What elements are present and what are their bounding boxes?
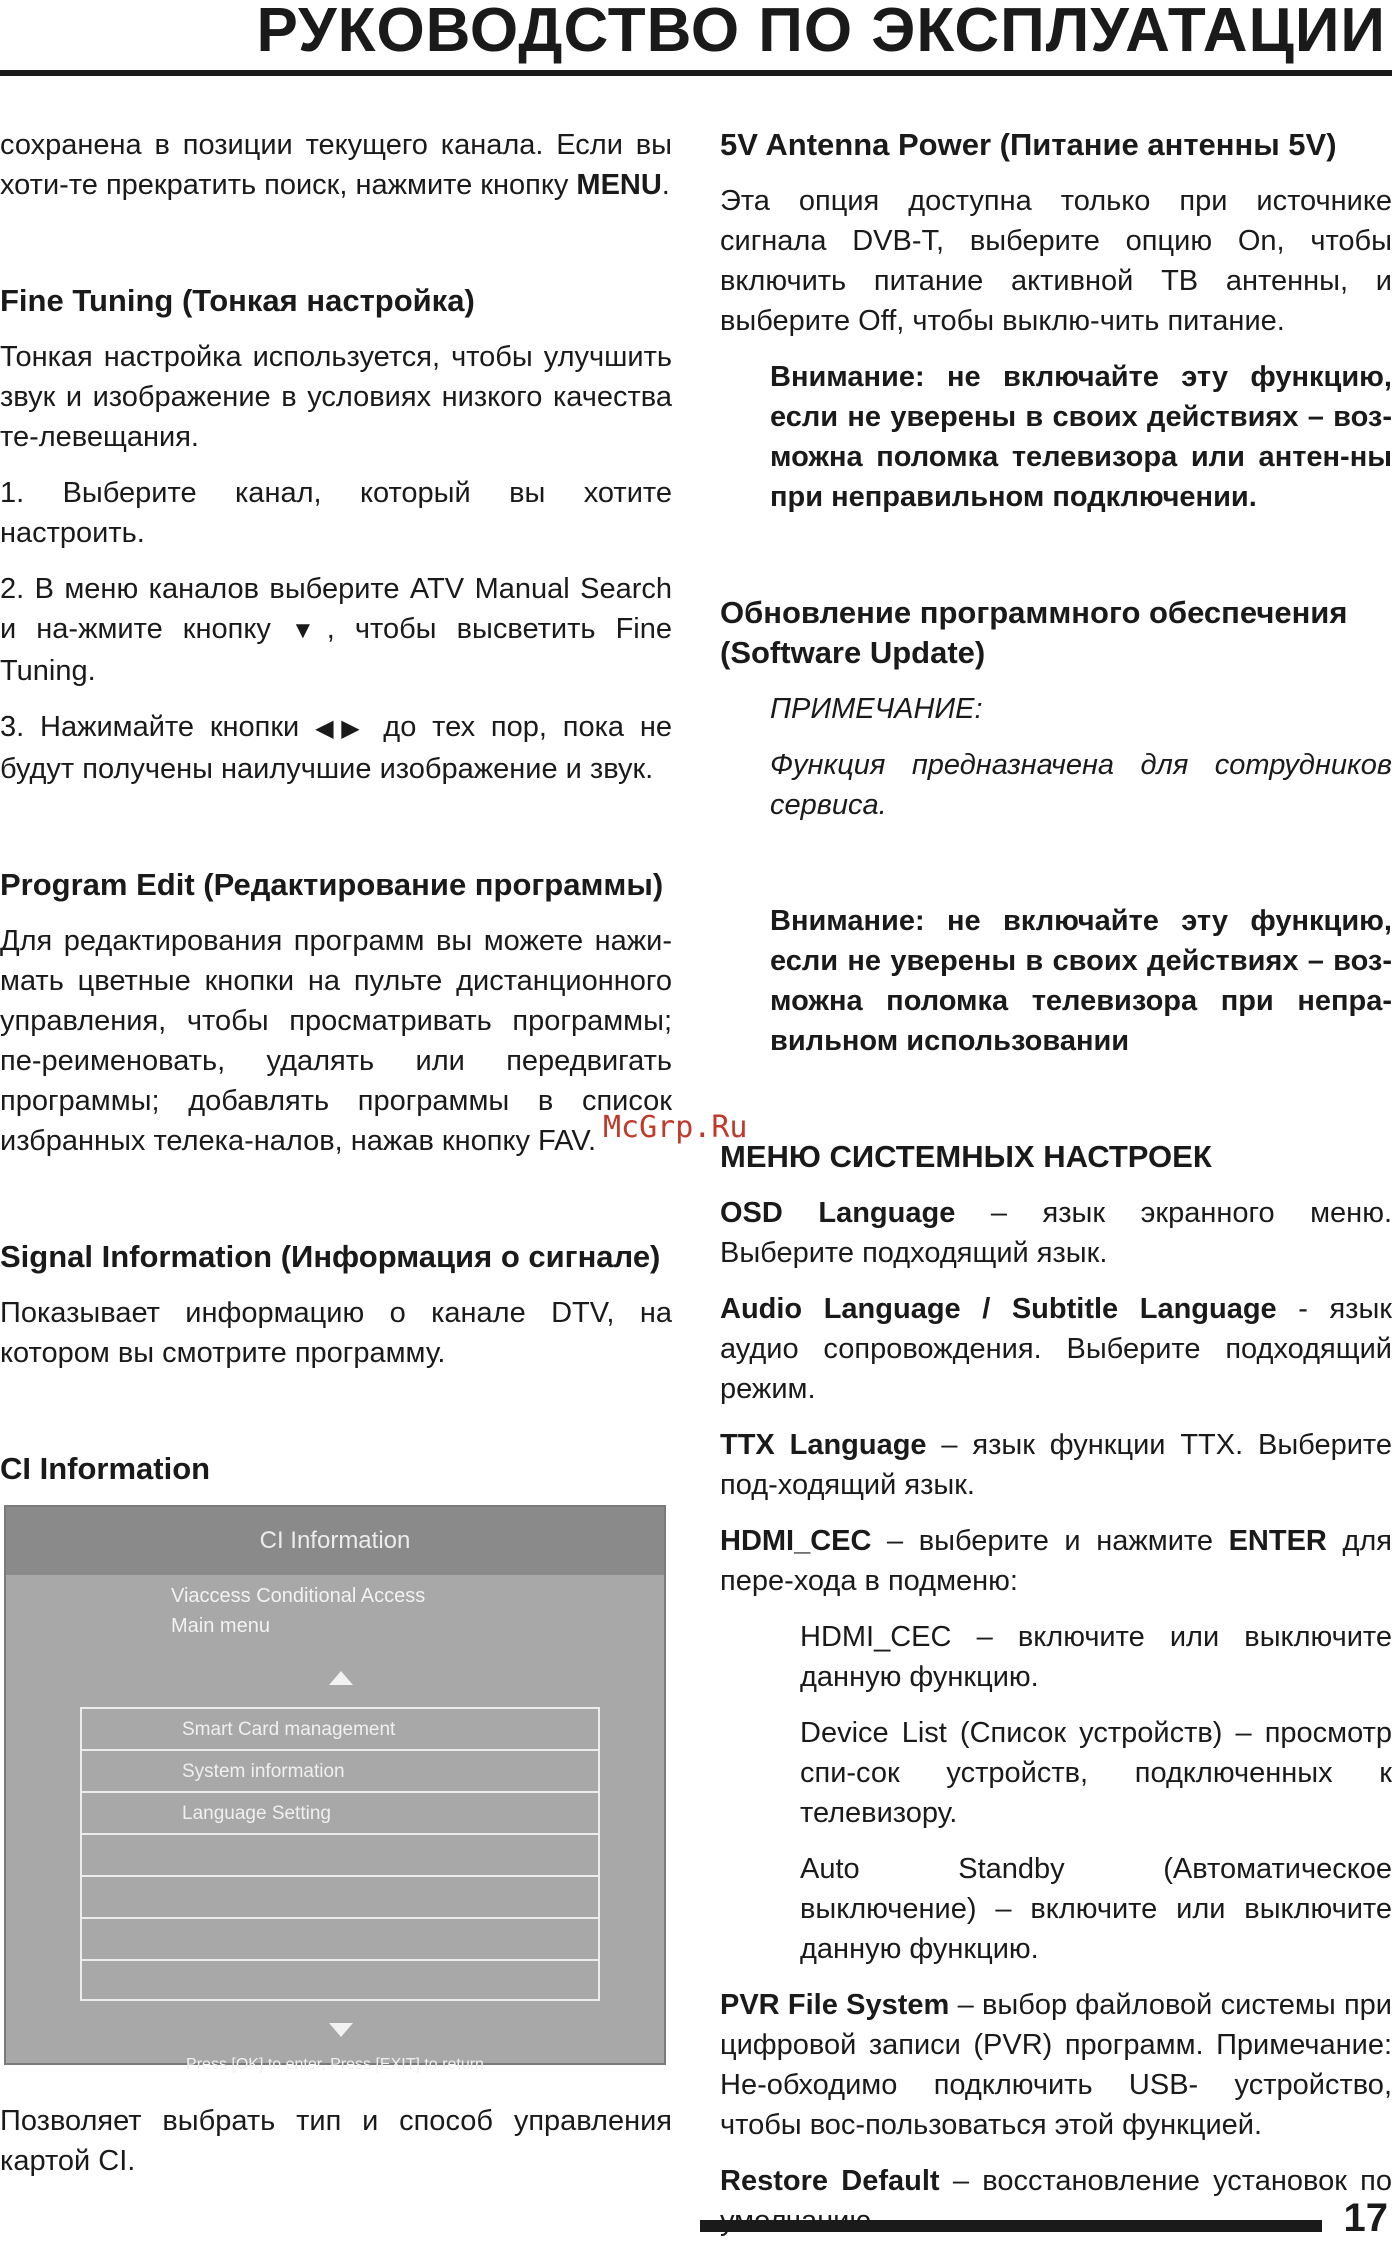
ci-menu-item: System information [80, 1749, 600, 1791]
program-edit-text: Для редактирования программ вы можете нажи-мать цветные кнопки на пульте дистанционного управления, чтобы просматривать программы; пе-реименовать, удалять или передвигать программы; добавлять программы в список избранных телека-налов, нажав кнопку FAV. [0, 925, 672, 1157]
scroll-up-icon [329, 1671, 353, 1685]
header-rule [0, 70, 1392, 76]
right-column [720, 125, 1392, 2257]
ci-screen-subtitle: Viaccess Conditional Access Main menu [171, 1585, 426, 1637]
program-edit-heading: Program Edit (Редактирование программы) [0, 867, 664, 902]
ci-screen-title: CI Information [6, 1507, 664, 1575]
arrow-down-icon: ▼ [290, 617, 327, 644]
fine-tuning-step-3: 3. Нажимайте кнопки ◀▶ до тех пор, пока не будут получены наилучшие изображение и звук. [0, 711, 672, 785]
audio-language-item: Audio Language / Subtitle Language - язык аудио сопровождения. Выберите подходящий режим. [720, 1293, 1392, 1405]
hdmi-sub-auto-standby: Auto Standby (Автоматическое выключение) – включите или выключите данную функцию. [800, 1853, 1392, 1965]
ci-menu-item [80, 1875, 600, 1917]
ci-menu-item: Language Setting [80, 1791, 600, 1833]
ci-information-screenshot [4, 1505, 666, 2073]
hdmi-sub-cec: HDMI_CEC – включите или выключите данную функцию. [800, 1621, 1392, 1693]
scroll-down-icon [329, 2023, 353, 2037]
system-menu-heading: МЕНЮ СИСТЕМНЫХ НАСТРОЕК [720, 1139, 1212, 1174]
ci-info-text: Позволяет выбрать тип и способ управления картой CI. [0, 2105, 672, 2177]
hdmi-sub-device-list: Device List (Список устройств) – просмотр спи-сок устройств, подключенных к телевизору. [800, 1717, 1392, 1829]
signal-info-text: Показывает информацию о канале DTV, на котором вы смотрите программу. [0, 1297, 672, 1369]
page-number: 17 [1343, 2196, 1388, 2240]
signal-info-heading: Signal Information (Информация о сигнале) [0, 1239, 661, 1274]
hdmi-cec-item: HDMI_CEC – выберите и нажмите ENTER для пере-хода в подменю: [720, 1525, 1392, 1597]
ci-screen-body [6, 1575, 664, 2073]
ttx-language-item: TTX Language – язык функции TTX. Выберите под-ходящий язык. [720, 1429, 1392, 1501]
fine-tuning-step-1: 1. Выберите канал, который вы хотите настроить. [0, 477, 672, 549]
menu-key: MENU [576, 169, 662, 201]
arrow-left-right-icon: ◀▶ [315, 715, 368, 742]
footer-rule [700, 2220, 1322, 2232]
page-header-title: РУКОВОДСТВО ПО ЭКСПЛУАТАЦИИ [256, 0, 1386, 65]
ci-menu-list [80, 1707, 600, 2001]
ci-info-heading: CI Information [0, 1451, 211, 1486]
intro-paragraph: сохранена в позиции текущего канала. Если вы хоти-те прекратить поиск, нажмите кнопку MENU. [0, 129, 672, 201]
pvr-file-system-item: PVR File System – выбор файловой системы при цифровой записи (PVR) программ. Примечание: Не-обходимо подключить USB- устройство, чтобы вос-пользоваться этой функцией. [720, 1989, 1392, 2141]
ci-screen-footer: Press [OK] to enter, Press [EXIT] to return [186, 2056, 484, 2073]
software-update-warning: Внимание: не включайте эту функцию, если не уверены в своих действиях – воз-можна поломка телевизора при непра-вильном использовании [770, 905, 1392, 1057]
watermark: McGrp.Ru [603, 1110, 748, 1145]
fine-tuning-heading: Fine Tuning (Тонкая настройка) [0, 283, 475, 318]
osd-language-item: OSD Language – язык экранного меню. Выберите подходящий язык. [720, 1197, 1392, 1269]
ci-menu-item: Smart Card management [80, 1707, 600, 1749]
antenna-text: Эта опция доступна только при источнике сигнала DVB-T, выберите опцию On, чтобы включить питание активной ТВ антенны, и выберите Off, чтобы выклю-чить питание. [720, 185, 1392, 337]
antenna-warning: Внимание: не включайте эту функцию, если не уверены в своих действиях – воз-можна поломка телевизора или антен-ны при неправильном подключении. [770, 361, 1392, 513]
software-update-heading: Обновление программного обеспечения (Software Update) [720, 595, 1348, 670]
ci-menu-item [80, 1917, 600, 1959]
left-column [0, 125, 672, 2197]
ci-menu-item [80, 1833, 600, 1875]
fine-tuning-step-2: 2. В меню каналов выберите ATV Manual Search и на-жмите кнопку ▼, чтобы высветить Fine Tuning. [0, 573, 672, 687]
restore-default-item: Restore Default – восстановление установок по [720, 2165, 1392, 2197]
antenna-heading: 5V Antenna Power (Питание антенны 5V) [720, 127, 1337, 162]
software-update-note-text: Функция предназначена для сотрудников сервиса. [770, 749, 1392, 821]
fine-tuning-text: Тонкая настройка используется, чтобы улучшить звук и изображение в условиях низкого качества те-левещания. [0, 341, 672, 453]
software-update-note-label: ПРИМЕЧАНИЕ: [770, 693, 983, 725]
ci-menu-item [80, 1959, 600, 2001]
